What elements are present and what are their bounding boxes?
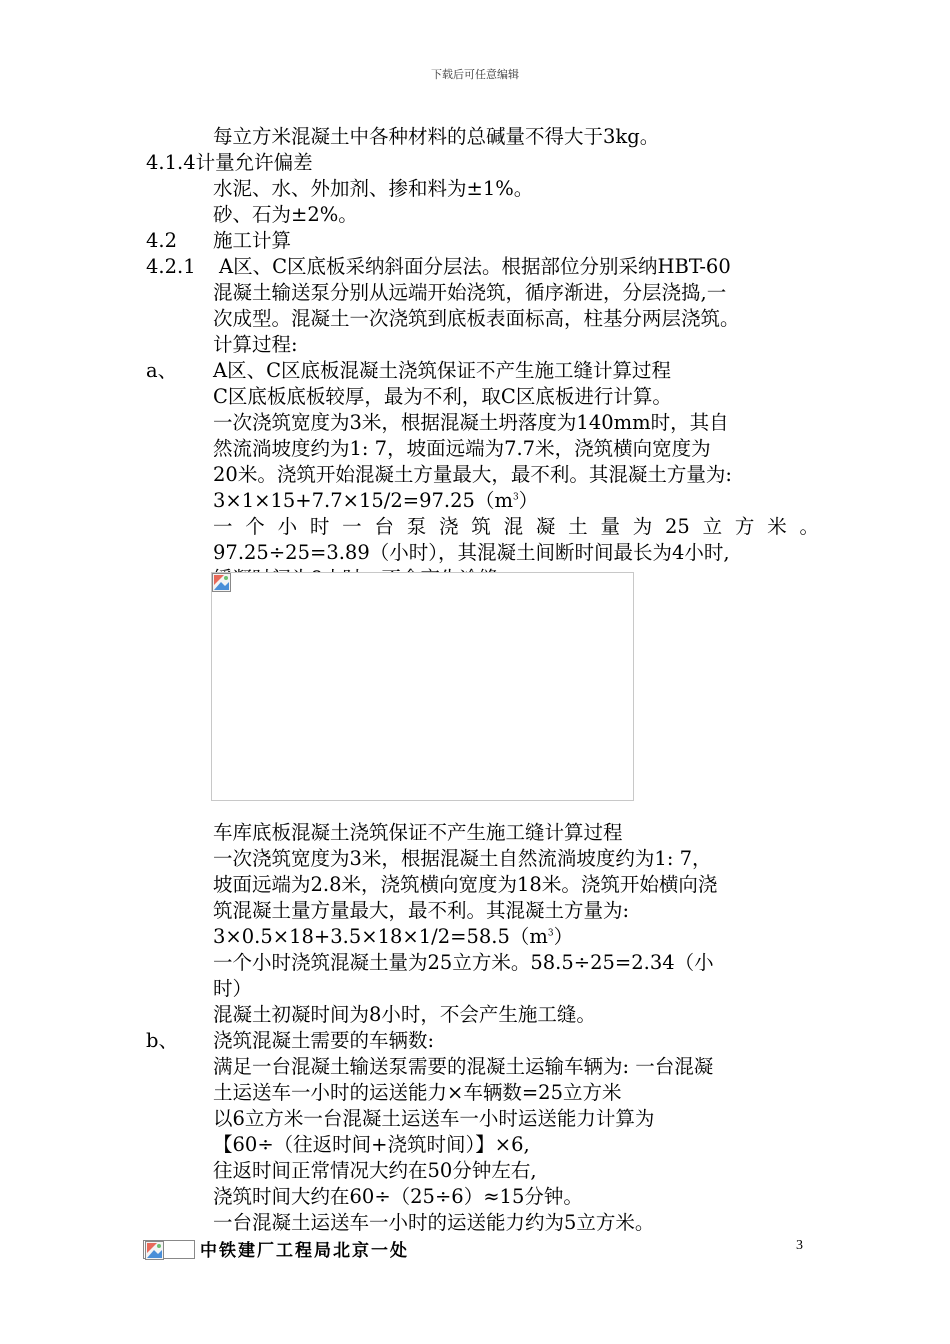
formula-line bbox=[213, 924, 573, 950]
body-line: A区、C区底板混凝土浇筑保证不产生施工缝计算过程 bbox=[213, 359, 672, 382]
page-header: 下载后可任意编辑 bbox=[431, 68, 519, 81]
body-line: 一次浇筑宽度为3米，根据混凝土自然流淌坡度约为1: 7， bbox=[213, 847, 712, 870]
body-line: 混凝土初凝时间为8小时，不会产生施工缝。 bbox=[213, 1003, 596, 1026]
footer-company: 中铁建厂工程局北京一处 bbox=[200, 1241, 409, 1261]
body-line: 满足一台混凝土输送泵需要的混凝土运输车辆为: 一台混凝 bbox=[213, 1055, 714, 1078]
superscript: 3 bbox=[512, 492, 519, 503]
body-line: 20米。浇筑开始混凝土方量最大，最不利。其混凝土方量为: bbox=[213, 463, 732, 486]
body-line: 一个小时一台泵浇筑混凝土量为25立方米。 bbox=[213, 515, 819, 538]
broken-image-icon bbox=[212, 573, 231, 592]
formula-close: ） bbox=[553, 925, 574, 948]
body-line: 一台混凝土运送车一小时的运送能力约为5立方米。 bbox=[213, 1211, 655, 1234]
body-line: 砂、石为±2%。 bbox=[213, 203, 358, 226]
body-line: 坡面远端为2.8米，浇筑横向宽度为18米。浇筑开始横向浇 bbox=[213, 873, 718, 896]
body-line: 计算过程: bbox=[213, 333, 298, 356]
body-line: 筑混凝土量方量最大，最不利。其混凝土方量为: bbox=[213, 899, 630, 922]
body-line: 【60÷（往返时间+浇筑时间）】×6, bbox=[213, 1133, 530, 1156]
page-number: 3 bbox=[796, 1238, 803, 1253]
footer-logo bbox=[143, 1240, 195, 1259]
body-line: 土运送车一小时的运送能力×车辆数=25立方米 bbox=[213, 1081, 622, 1104]
body-line: A区、C区底板采纳斜面分层法。根据部位分别采纳HBT-60 bbox=[219, 255, 731, 278]
body-line: 97.25÷25=3.89（小时），其混凝土间断时间最长为4小时, bbox=[213, 541, 730, 564]
section-number: 4.2.1 bbox=[146, 255, 196, 278]
formula-text: 3×0.5×18+3.5×18×1/2=58.5（m bbox=[213, 925, 548, 948]
superscript: 3 bbox=[547, 928, 554, 939]
missing-figure bbox=[211, 572, 634, 801]
body-line: 混凝土输送泵分别从远端开始浇筑，循序渐进，分层浇捣,一 bbox=[213, 281, 727, 304]
body-line: C区底板底板较厚，最为不利，取C区底板进行计算。 bbox=[213, 385, 672, 408]
section-number: 4.2 bbox=[146, 229, 178, 252]
body-line: 浇筑时间大约在60÷（25÷6）≈15分钟。 bbox=[213, 1185, 583, 1208]
body-line: 每立方米混凝土中各种材料的总碱量不得大于3kg。 bbox=[213, 125, 660, 148]
formula-text: 3×1×15+7.7×15/2=97.25（m bbox=[213, 489, 513, 512]
formula-line bbox=[213, 488, 538, 514]
body-line: 时） bbox=[213, 977, 253, 1000]
body-line: 以6立方米一台混凝土运送车一小时运送能力计算为 bbox=[213, 1107, 655, 1130]
body-line: 水泥、水、外加剂、掺和料为±1%。 bbox=[213, 177, 534, 200]
body-line: 车库底板混凝土浇筑保证不产生施工缝计算过程 bbox=[213, 821, 623, 844]
body-line: 往返时间正常情况大约在50分钟左右, bbox=[213, 1159, 537, 1182]
body-line: 然流淌坡度约为1: 7，坡面远端为7.7米，浇筑横向宽度为 bbox=[213, 437, 711, 460]
body-line: 次成型。混凝土一次浇筑到底板表面标高，柱基分两层浇筑。 bbox=[213, 307, 740, 330]
body-line: 一次浇筑宽度为3米，根据混凝土坍落度为140mm时，其自 bbox=[213, 411, 729, 434]
list-marker: b、 bbox=[146, 1029, 178, 1052]
list-marker: a、 bbox=[146, 359, 178, 382]
broken-image-icon bbox=[145, 1241, 164, 1260]
section-heading: 施工计算 bbox=[213, 229, 292, 252]
body-line: 浇筑混凝土需要的车辆数: bbox=[213, 1029, 435, 1052]
section-heading: 4.1.4计量允许偏差 bbox=[146, 151, 313, 174]
formula-close: ） bbox=[518, 489, 539, 512]
body-line: 一个小时浇筑混凝土量为25立方米。58.5÷25=2.34（小 bbox=[213, 951, 714, 974]
